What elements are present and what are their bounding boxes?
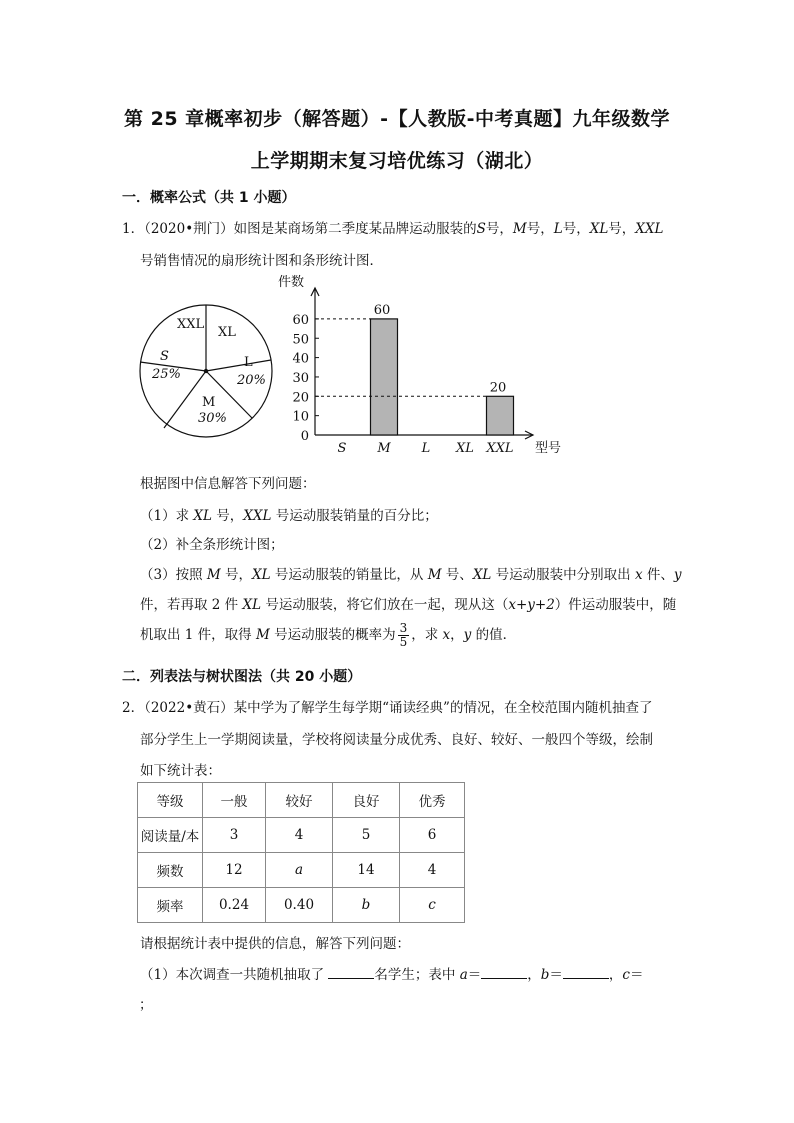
table-cell: 频数 bbox=[138, 853, 203, 888]
pie-label-s-pct: 25% bbox=[152, 367, 181, 382]
table-cell: 3 bbox=[203, 818, 266, 853]
pie-label-l: L bbox=[244, 355, 253, 370]
q2-sub1: （1）本次调查一共随机抽取了 名学生；表中 a＝ ，b＝ ，c＝ bbox=[140, 967, 644, 983]
table-cell: 12 bbox=[203, 853, 266, 888]
q2-line1: 2．（2022•黄石）某中学为了解学生每学期“诵读经典”的情况，在全校范围内随机抽查了 bbox=[122, 700, 653, 716]
y-tick-label: 60 bbox=[292, 312, 309, 328]
table-header-row bbox=[138, 783, 465, 818]
x-tick-label: XL bbox=[456, 441, 474, 456]
pie-label-s: S bbox=[160, 349, 169, 364]
q2-semicolon: ； bbox=[139, 997, 153, 1013]
bar-chart bbox=[276, 270, 566, 460]
pie-label-xxl: XXL bbox=[177, 317, 205, 332]
q1-sub2: （2）补全条形统计图； bbox=[140, 537, 284, 553]
y-tick-label: 0 bbox=[300, 429, 309, 444]
section-heading-1: 一．概率公式（共 1 小题） bbox=[122, 190, 296, 206]
table-row bbox=[138, 853, 465, 888]
table-cell: 频率 bbox=[138, 888, 203, 923]
table-cell: c bbox=[400, 888, 465, 923]
q1-sub3-line2: 件，若再取 2 件 XL 号运动服装，将它们放在一起，现从这（x+y+2）件运动服装中，随 bbox=[140, 597, 677, 613]
bar-data-label: 20 bbox=[489, 380, 507, 396]
pie-center bbox=[204, 369, 208, 373]
y-tick-label: 40 bbox=[292, 351, 309, 367]
answer-blank[interactable] bbox=[328, 966, 374, 979]
table-cell: 0.40 bbox=[266, 888, 333, 923]
table-header-cell: 一般 bbox=[203, 783, 266, 818]
table-header-cell: 等级 bbox=[138, 783, 203, 818]
page-title-line2: 上学期期末复习培优练习（湖北） bbox=[250, 150, 544, 172]
answer-blank[interactable] bbox=[481, 966, 527, 979]
table-cell: 0.24 bbox=[203, 888, 266, 923]
table-cell: a bbox=[266, 853, 333, 888]
y-tick-label: 20 bbox=[292, 390, 309, 406]
table-cell: 5 bbox=[333, 818, 400, 853]
probability-fraction: $\frac{3}{5}$ bbox=[399, 621, 408, 649]
q2-prompt: 请根据统计表中提供的信息，解答下列问题： bbox=[140, 936, 410, 952]
pie-label-m: M bbox=[202, 395, 216, 410]
table-header-cell: 良好 bbox=[333, 783, 400, 818]
y-tick-label: 30 bbox=[292, 370, 309, 386]
x-tick-label: M bbox=[377, 441, 391, 456]
pie-chart bbox=[134, 300, 284, 450]
statistics-table bbox=[137, 782, 465, 923]
q1-line1: 1．（2020•荆门）如图是某商场第二季度某品牌运动服装的S号，M号，L号，XL号，XXL bbox=[122, 221, 664, 237]
q1-sub3-line3: 机取出 1 件，取得 M 号运动服装的概率为 $\frac{3}{5}$ ，求 x，y 的值． bbox=[140, 621, 517, 649]
y-tick-label: 10 bbox=[292, 409, 309, 425]
page-title-line1: 第 25 章概率初步（解答题）-【人教版-中考真题】九年级数学 bbox=[124, 108, 670, 130]
table-cell: b bbox=[333, 888, 400, 923]
x-tick-label: L bbox=[421, 441, 431, 456]
pie-label-m-pct: 30% bbox=[198, 411, 227, 426]
bar-m bbox=[371, 319, 398, 435]
table-cell: 阅读量/本 bbox=[138, 818, 203, 853]
section-heading-2: 二．列表法与树状图法（共 20 小题） bbox=[122, 669, 362, 685]
x-tick-label: S bbox=[337, 441, 347, 456]
table-cell: 14 bbox=[333, 853, 400, 888]
y-tick-label: 50 bbox=[292, 332, 309, 348]
x-axis-label: 型号 bbox=[535, 441, 562, 456]
table-cell: 6 bbox=[400, 818, 465, 853]
pie-label-l-pct: 20% bbox=[237, 373, 266, 388]
table-header-cell: 优秀 bbox=[400, 783, 465, 818]
table-cell: 4 bbox=[266, 818, 333, 853]
pie-label-xl: XL bbox=[218, 325, 236, 340]
q1-sub1: （1）求 XL 号，XXL 号运动服装销量的百分比； bbox=[140, 508, 438, 524]
table-cell: 4 bbox=[400, 853, 465, 888]
q2-line2: 部分学生上一学期阅读量，学校将阅读量分成优秀、良好、较好、一般四个等级，绘制 bbox=[140, 732, 653, 748]
q2-line3: 如下统计表： bbox=[140, 763, 221, 779]
answer-blank[interactable] bbox=[563, 966, 609, 979]
q1-line2: 号销售情况的扇形统计图和条形统计图． bbox=[140, 253, 383, 269]
table-row bbox=[138, 888, 465, 923]
table-row bbox=[138, 818, 465, 853]
y-axis-label: 件数 bbox=[278, 275, 305, 290]
bar-data-label: 60 bbox=[373, 302, 391, 318]
q1-prompt: 根据图中信息解答下列问题： bbox=[140, 476, 316, 492]
bar-xxl bbox=[487, 396, 514, 435]
x-tick-label: XXL bbox=[486, 441, 514, 456]
q1-sub3-line1: （3）按照 M 号，XL 号运动服装的销量比，从 M 号、XL 号运动服装中分别取出 x 件、y bbox=[140, 567, 682, 583]
table-header-cell: 较好 bbox=[266, 783, 333, 818]
